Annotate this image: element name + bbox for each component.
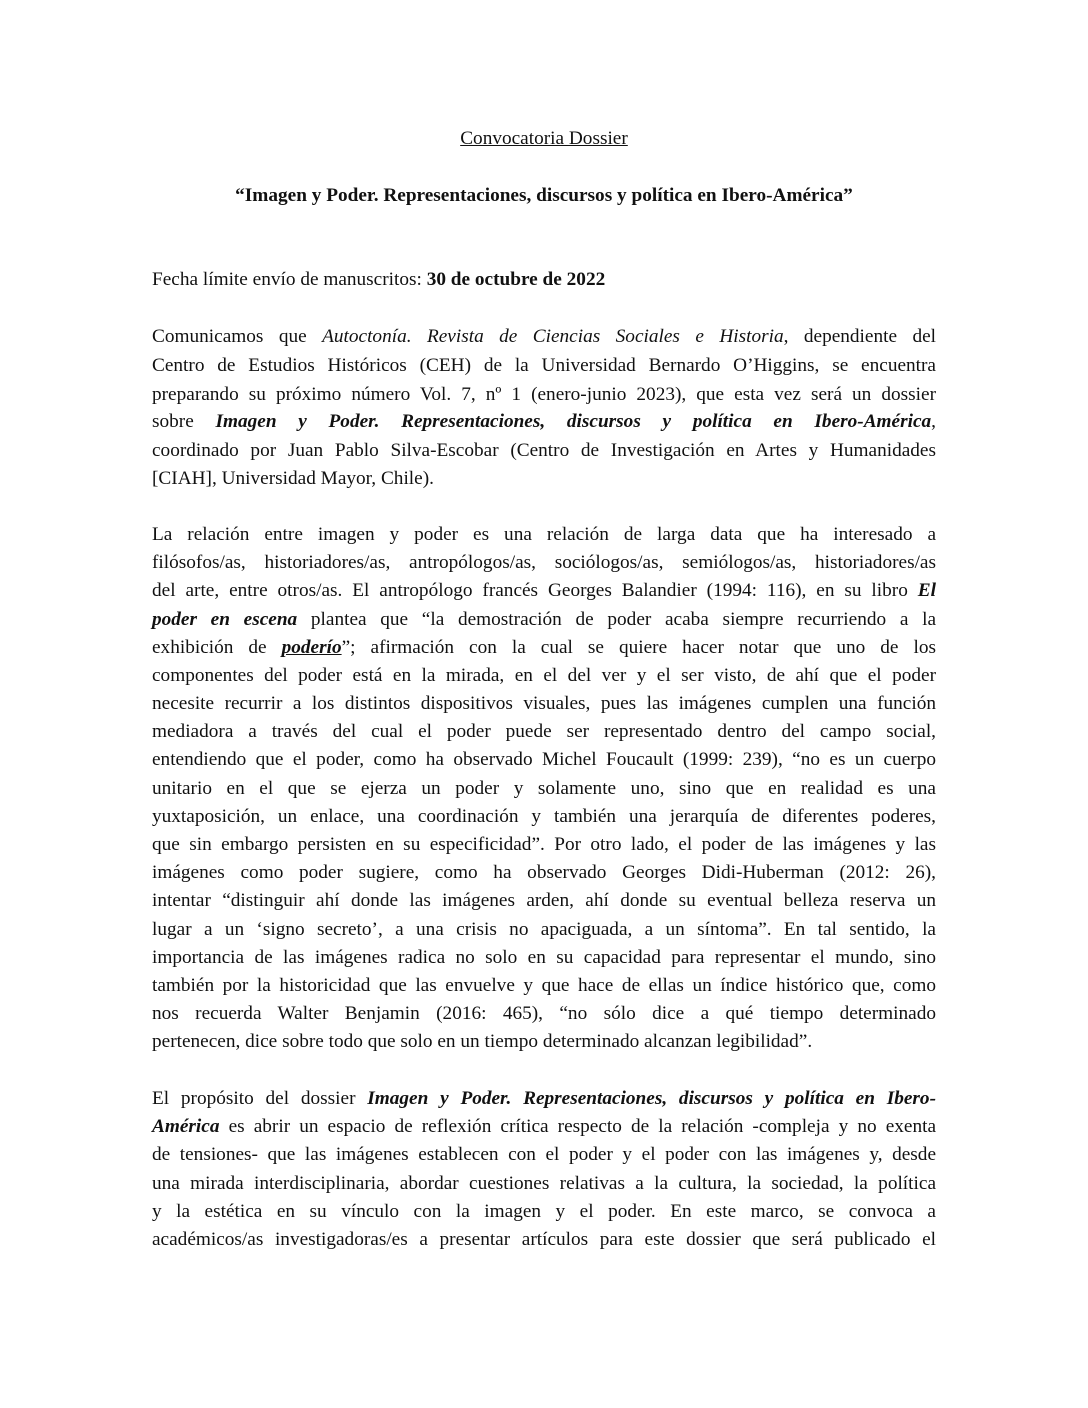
deadline-line — [152, 266, 936, 294]
p1-line-1 — [152, 323, 936, 351]
p3-line-3: de tensiones- que las imágenes establecen con el poder y el poder con las imágenes y, desde — [152, 1144, 936, 1165]
p2-line-9: entendiendo que el poder, como ha observado Michel Foucault (1999: 239), “no es un cuerpo — [152, 749, 936, 770]
p2-line-4 — [152, 606, 936, 634]
p2-line-1: La relación entre imagen y poder es una relación de larga data que ha interesado a — [152, 524, 936, 545]
p2-line-11: yuxtaposición, un enlace, una coordinación y también una jerarquía de diferentes poderes, — [152, 806, 936, 827]
p3-text: es abrir un espacio de reflexión crítica respecto de la relación -compleja y no exenta — [219, 1116, 936, 1137]
p1-text: sobre — [152, 411, 216, 432]
p2-line-18: nos recuerda Walter Benjamin (2016: 465), “no sólo dice a qué tiempo determinado — [152, 1003, 936, 1024]
p2-line-10: unitario en el que se ejerza un poder y solamente uno, sino que en realidad es una — [152, 778, 936, 799]
deadline-date: 30 de octubre de 2022 — [426, 269, 606, 290]
dossier-name: América — [152, 1116, 220, 1137]
p1-text: , dependiente del — [783, 326, 937, 347]
book-title: poder en escena — [152, 609, 298, 630]
p2-line-19: pertenecen, dice sobre todo que solo en un tiempo determinado alcanzan legibilidad”. — [152, 1031, 813, 1052]
p3-line-1 — [152, 1085, 936, 1113]
p1-line-6: [CIAH], Universidad Mayor, Chile). — [152, 468, 434, 489]
page-title: Convocatoria Dossier — [460, 128, 628, 149]
p2-line-2: filósofos/as, historiadores/as, antropólogos/as, sociólogos/as, semiólogos/as, historiadores/as — [152, 552, 936, 573]
p2-line-14: intentar “distinguir ahí donde las imágenes arden, ahí donde su eventual belleza reserva un — [152, 890, 936, 911]
p1-line-3: preparando su próximo número Vol. 7, nº 1 (enero-junio 2023), que esta vez será un dossier — [152, 384, 936, 405]
p3-line-4: una mirada interdisciplinaria, abordar cuestiones relativas a la cultura, la sociedad, la política — [152, 1173, 936, 1194]
p2-line-7: necesite recurrir a los distintos dispositivos visuales, pues las imágenes cumplen una función — [152, 693, 936, 714]
p1-text: , — [931, 411, 936, 432]
p2-line-6: componentes del poder está en la mirada, en el del ver y el ser visto, de ahí que el poder — [152, 665, 936, 686]
p3-text: El propósito del dossier — [152, 1088, 368, 1109]
p2-line-3 — [152, 577, 936, 605]
p2-text: ”; afirmación con la cual se quiere hacer notar que uno de los — [341, 637, 937, 658]
p3-line-2 — [152, 1113, 936, 1141]
p2-line-15: lugar a un ‘signo secreto’, a una crisis no apaciguada, a un síntoma”. En tal sentido, la — [152, 919, 936, 940]
dossier-subtitle: “Imagen y Poder. Representaciones, discursos y política en Ibero-América” — [235, 185, 853, 206]
book-title: El — [917, 580, 936, 601]
p2-line-17: también por la historicidad que las envuelve y que hace de ellas un índice histórico que, como — [152, 975, 936, 996]
p2-text: exhibición de — [152, 637, 282, 658]
p2-line-13: imágenes como poder sugiere, como ha observado Georges Didi-Huberman (2012: 26), — [152, 862, 936, 883]
dossier-name: Imagen y Poder. Representaciones, discursos y política en Ibero-América — [215, 411, 932, 432]
p2-text: del arte, entre otros/as. El antropólogo francés Georges Balandier (1994: 116), en su libro — [152, 580, 918, 601]
p2-text: plantea que “la demostración de poder acaba siempre recurriendo a la — [297, 609, 937, 630]
p1-text: Comunicamos que — [152, 326, 323, 347]
p2-line-16: importancia de las imágenes radica no solo en su capacidad para representar el mundo, sino — [152, 947, 936, 968]
p3-line-5: y la estética en su vínculo con la imagen y el poder. En este marco, se convoca a — [152, 1201, 936, 1222]
deadline-label: Fecha límite envío de manuscritos: — [152, 269, 427, 290]
emphasis-word: poderío — [281, 637, 342, 658]
p2-line-12: que sin embargo persisten en su especificidad”. Por otro lado, el poder de las imágenes y las — [152, 834, 936, 855]
p1-line-2: Centro de Estudios Históricos (CEH) de la Universidad Bernardo O’Higgins, se encuentra — [152, 355, 936, 376]
p3-line-6: académicos/as investigadoras/es a presentar artículos para este dossier que será publicado el — [152, 1229, 936, 1250]
p2-line-8: mediadora a través del cual el poder puede ser representado dentro del campo social, — [152, 721, 936, 742]
dossier-name: Imagen y Poder. Representaciones, discursos y política en Ibero- — [367, 1088, 936, 1109]
p2-line-5 — [152, 634, 936, 662]
p1-line-5: coordinado por Juan Pablo Silva-Escobar (Centro de Investigación en Artes y Humanidades — [152, 440, 936, 461]
p1-line-4 — [152, 408, 936, 436]
journal-name: Autoctonía. Revista de Ciencias Sociales e Historia — [322, 326, 784, 347]
